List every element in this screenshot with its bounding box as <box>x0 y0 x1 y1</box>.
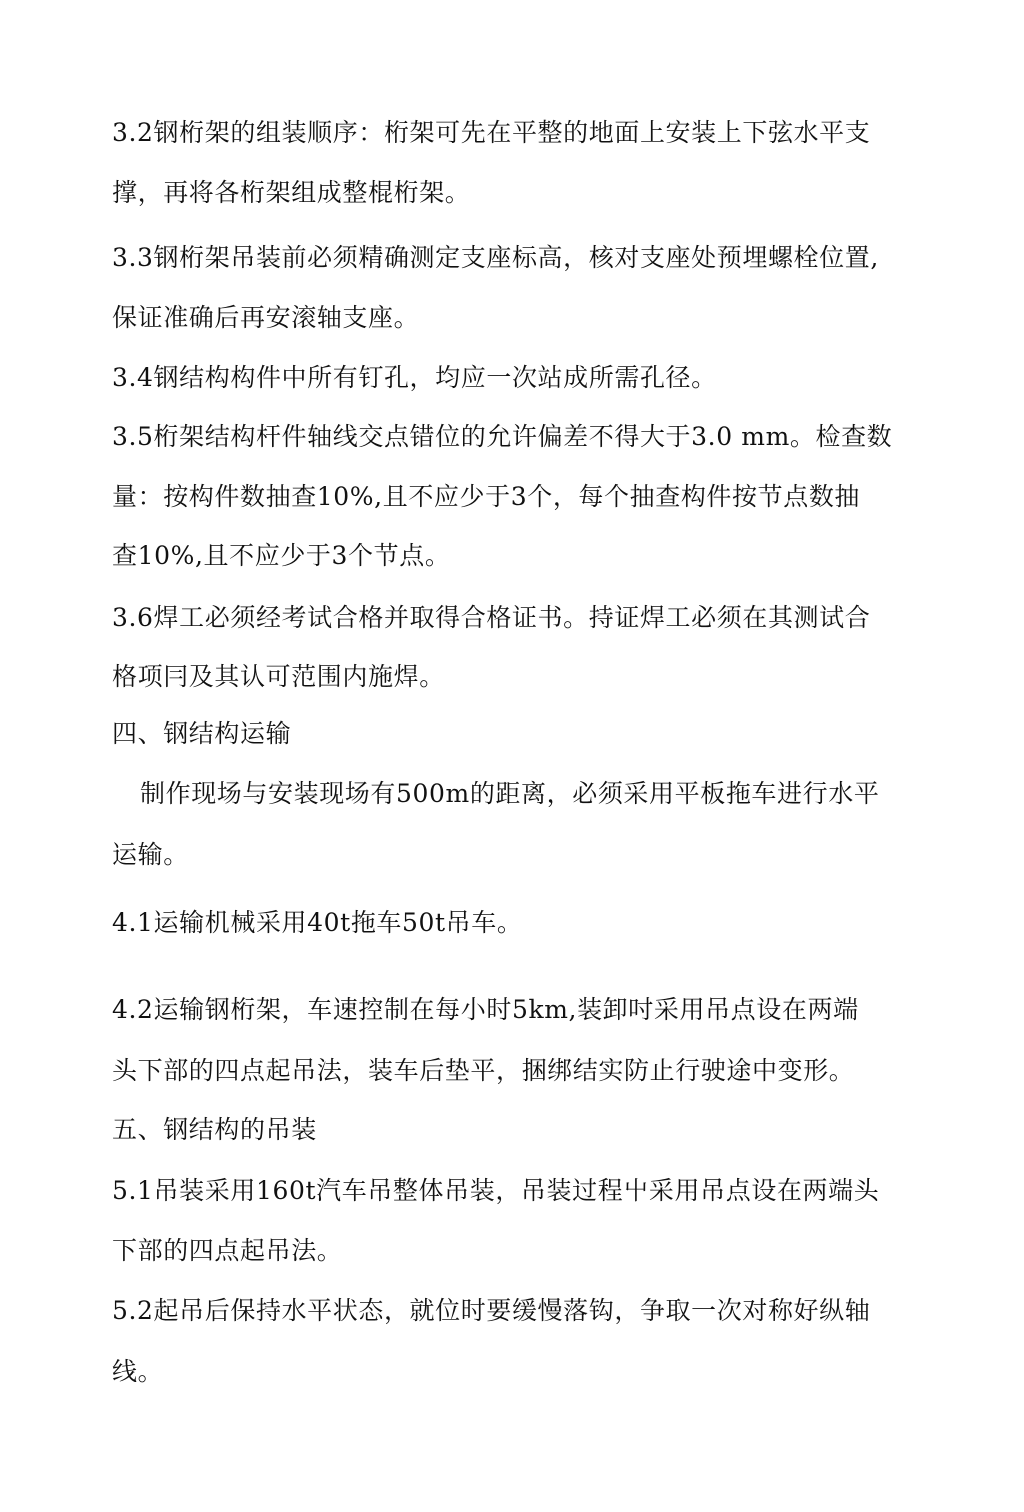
text-line: 5.2起吊后保持水平状态，就位时要缓慢落钩，争取一次对称好纵轴 <box>112 1296 871 1325</box>
text-line: 线。 <box>112 1357 164 1386</box>
text-line: 3.4钢结构构件中所有钉孔，均应一次站成所需孔径。 <box>112 363 717 392</box>
text-line: 查10%,且不应少于3个节点。 <box>112 541 451 570</box>
text-line: 4.2运输钢桁架，车速控制在每小时5km,装卸吋采用吊点设在两端 <box>112 995 859 1024</box>
text-line: 撑，再将各桁架组成整棍桁架。 <box>112 178 471 207</box>
text-line: 制作现场与安装现场有500m的距离，必须采用平板拖车进行水平 <box>140 779 880 808</box>
text-line: 下部的四点起吊法。 <box>112 1236 343 1265</box>
text-line: 保证准确后再安滚轴支座。 <box>112 303 420 332</box>
text-line: 3.5桁架结构杆件轴线交点错位的允许偏差不得大于3.0 mm。检查数 <box>112 422 893 451</box>
text-line: 3.2钢桁架的组装顺序：桁架可先在平整的地面上安装上下弦水平支 <box>112 118 871 147</box>
text-line: 量：按构件数抽查10%,且不应少于3个，每个抽查构件按节点数抽 <box>112 482 861 511</box>
text-line: 格项冃及其认可范围内施焊。 <box>112 662 445 691</box>
section-heading: 五、钢结构的吊装 <box>112 1115 317 1144</box>
section-heading: 四、钢结构运输 <box>112 719 292 748</box>
text-line: 3.3钢桁架吊装前必须精确测定支座标高，核对支座处预埋螺栓位置, <box>112 243 879 272</box>
text-line: 3.6焊工必须经考试合格并取得合格证书。持证焊工必须在其测试合 <box>112 603 871 632</box>
text-line: 头下部的四点起吊法，装车后垫平，捆绑结实防止行驶途中变形。 <box>112 1056 855 1085</box>
text-line: 5.1吊装采用160t汽车吊整体吊装，吊装过程屮采用吊点设在两端头 <box>112 1176 880 1205</box>
text-line: 4.1运输机械采用40t拖车50t吊车。 <box>112 908 523 937</box>
text-line: 运输。 <box>112 840 189 869</box>
